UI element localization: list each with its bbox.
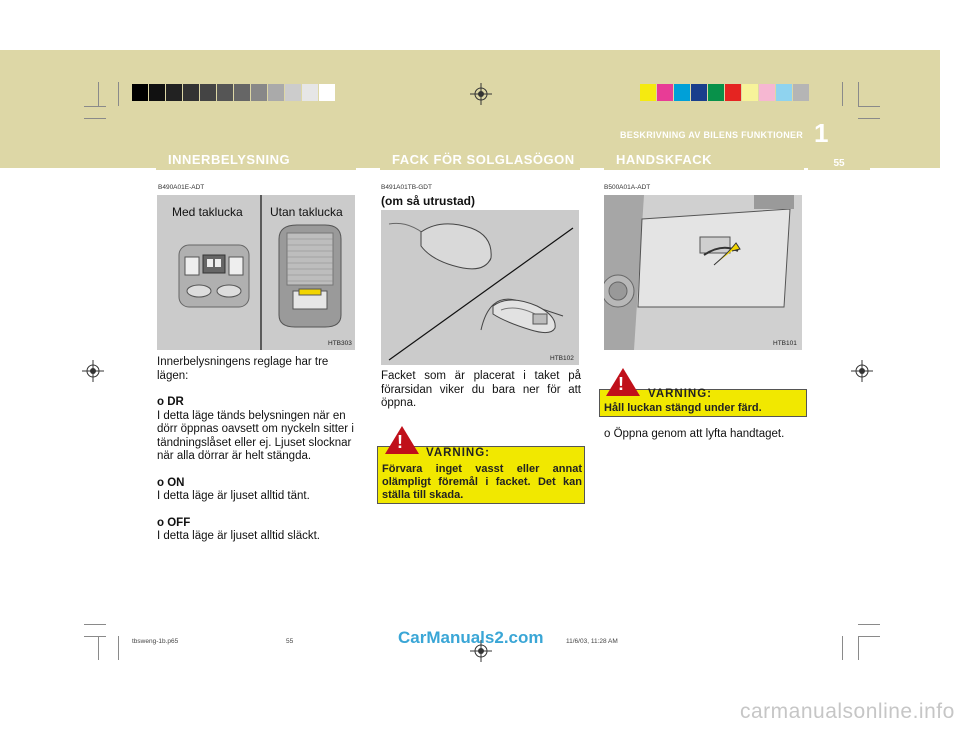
footer-date: 11/6/03, 11:28 AM: [566, 638, 618, 645]
crop-mark: [118, 82, 119, 106]
mode-dr-title: o DR: [157, 396, 184, 408]
figure-code: HTB101: [773, 340, 797, 347]
color-swatch: [268, 84, 284, 101]
color-swatch: [691, 84, 707, 101]
section-code: B490A01E-ADT: [158, 184, 205, 191]
warning-text: Håll luckan stängd under färd.: [604, 402, 762, 414]
exclamation-icon: !: [397, 432, 403, 452]
crop-mark: [118, 636, 119, 660]
registration-mark-icon: [851, 360, 873, 382]
crop-mark: [858, 636, 880, 637]
crop-mark: [84, 636, 106, 637]
color-swatch: [166, 84, 182, 101]
section-code: B500A01A-ADT: [604, 184, 651, 191]
color-swatch: [251, 84, 267, 101]
mode-off-title: o OFF: [157, 516, 191, 529]
color-calibration-bar: [640, 84, 810, 101]
crop-mark: [858, 624, 880, 625]
crop-mark: [98, 636, 99, 660]
footer-page: 55: [286, 638, 294, 645]
color-swatch: [285, 84, 301, 101]
color-swatch: [200, 84, 216, 101]
mode-on-text: I detta läge är ljuset alltid tänt.: [157, 490, 310, 502]
color-swatch: [183, 84, 199, 101]
crop-mark: [84, 106, 106, 107]
figure-code: HTB303: [328, 340, 352, 347]
crop-mark: [858, 636, 859, 660]
warning-box-sunglass: [377, 446, 585, 504]
color-swatch: [149, 84, 165, 101]
color-swatch: [708, 84, 724, 101]
intro-text: Innerbelysningens reglage har tre lägen:: [157, 356, 329, 382]
mode-off-text: I detta läge är ljuset alltid släckt.: [157, 530, 320, 542]
chapter-number: 1: [814, 118, 829, 148]
figure-code: HTB102: [550, 355, 574, 362]
crop-mark: [858, 82, 859, 106]
tab-innerbelysning: INNERBELYSNING: [156, 148, 356, 170]
page-number: 55: [808, 154, 870, 170]
sunglass-holder-text: Facket som är placerat i taket på förarsidan viker du bara ner för att öppna.: [381, 370, 581, 409]
color-swatch: [759, 84, 775, 101]
mode-on-title: o ON: [157, 476, 185, 489]
color-swatch: [132, 84, 148, 101]
color-swatch: [234, 84, 250, 101]
mode-off: [157, 517, 357, 544]
crop-mark: [98, 82, 99, 106]
subheading: (om så utrustad): [381, 194, 476, 208]
registration-mark-icon: [82, 360, 104, 382]
footer-filename: tbsweng-1b.p65: [132, 638, 179, 645]
crop-mark: [858, 106, 880, 107]
color-swatch: [793, 84, 809, 101]
interior-light-text: [157, 356, 357, 557]
watermark-carmanuals: CarManuals2.com: [398, 628, 544, 647]
grayscale-colorbar: [132, 84, 336, 101]
color-swatch: [302, 84, 318, 101]
tab-fack-for-solglasogon: FACK FÖR SOLGLASÖGON: [380, 148, 580, 170]
section-code: B491A01TB-GDT: [381, 184, 432, 191]
crop-mark: [858, 118, 880, 119]
sunglass-holder-illustration: [381, 210, 579, 365]
mode-on: [157, 477, 357, 504]
color-swatch: [640, 84, 656, 101]
tab-handskfack: HANDSKFACK: [604, 148, 804, 170]
color-swatch: [657, 84, 673, 101]
warning-heading: VARNING:: [648, 388, 713, 400]
crop-mark: [84, 624, 106, 625]
exclamation-icon: !: [618, 374, 624, 394]
registration-mark-icon: [470, 83, 492, 105]
figure-label-with-sunroof: Med taklucka: [172, 205, 243, 219]
color-swatch: [742, 84, 758, 101]
color-swatch: [776, 84, 792, 101]
crop-mark: [842, 82, 843, 106]
color-swatch: [674, 84, 690, 101]
color-swatch: [217, 84, 233, 101]
mode-dr: [157, 396, 357, 464]
figure-label-without-sunroof: Utan taklucka: [270, 205, 343, 219]
crop-mark: [84, 118, 106, 119]
color-swatch: [725, 84, 741, 101]
glove-box-illustration: [604, 195, 802, 350]
chapter-title: BESKRIVNING AV BILENS FUNKTIONER: [620, 130, 804, 140]
warning-text: Förvara inget vasst eller annat olämpligt föremål i facket. Det kan ställa till skada.: [382, 463, 582, 501]
watermark-carmanualsonline: carmanualsonline.info: [740, 700, 955, 723]
figure-glove-box: [604, 195, 802, 350]
glove-box-text: o Öppna genom att lyfta handtaget.: [604, 428, 785, 440]
color-swatch: [319, 84, 335, 101]
figure-sunglass-holder: [381, 210, 579, 365]
crop-mark: [842, 636, 843, 660]
warning-heading: VARNING:: [426, 447, 491, 459]
mode-dr-text: I detta läge tänds belysningen när en dörr öppnas oavsett om nyckeln sitter i tändningslåset eller ej. Ljuset slocknar när alla dörrar är helt stängda.: [157, 409, 354, 462]
